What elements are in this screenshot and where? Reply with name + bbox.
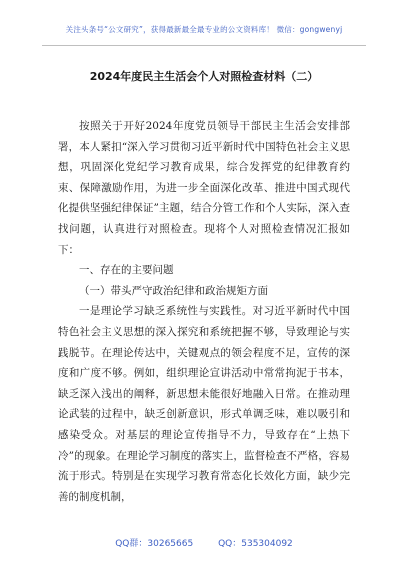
intro-paragraph: 按照关于开好2024年度党员领导干部民主生活会安排部署，本人紧扣“深入学习贯彻习近平新时代中国特色社会主义思想，巩固深化党纪学习教育成果，综合发挥党的纪律教育约束、保障激励作用，为进一步全面深化改革、推进中国式现代化提供坚强纪律保证”主题，结合分管工作和个人实际，深入查找问题，认真进行对照检查。现将个人对照检查情况汇报如下： xyxy=(58,120,350,256)
body-paragraph: 一是理论学习缺乏系统性与实践性。对习近平新时代中国特色社会主义思想的深入探究和系统把握不够，导致理论与实践脱节。在理论传达中，关键观点的领会程度不足，宣传的深度和广度不够。例如，组织理论宣讲活动中常常拘泥于书本，缺乏深入浅出的阐释，新思想未能很好地融入日常。在推动理论武装的过程中，缺乏创新意识，形式单调乏味，难以吸引和感染受众。对基层的理论宣传指导不力，导致存在“上热下冷”的现象。在理论学习制度的落实上，监督检查不严格，容易流于形式。特别是在实现学习教育常态化长效化方面，缺少完善的制度机制， xyxy=(58,305,350,503)
subsection-heading: （一）带头严守政治纪律和政治规矩方面 xyxy=(79,284,268,297)
document-body xyxy=(58,116,350,507)
footer-qq-group: QQ群：30265665 xyxy=(115,539,194,549)
section-heading: 一、存在的主要问题 xyxy=(79,264,174,277)
header-divider xyxy=(42,45,366,46)
document-title: 2024年度民主生活会个人对照检查材料（二） xyxy=(89,70,319,83)
header-promo-note: 关注头条号“公文研究”，获得最新最全最专业的公文资料库！ 微信：gongwenyj xyxy=(65,25,343,34)
footer-contact xyxy=(0,536,408,549)
footer-qq: QQ：535304092 xyxy=(218,539,293,549)
